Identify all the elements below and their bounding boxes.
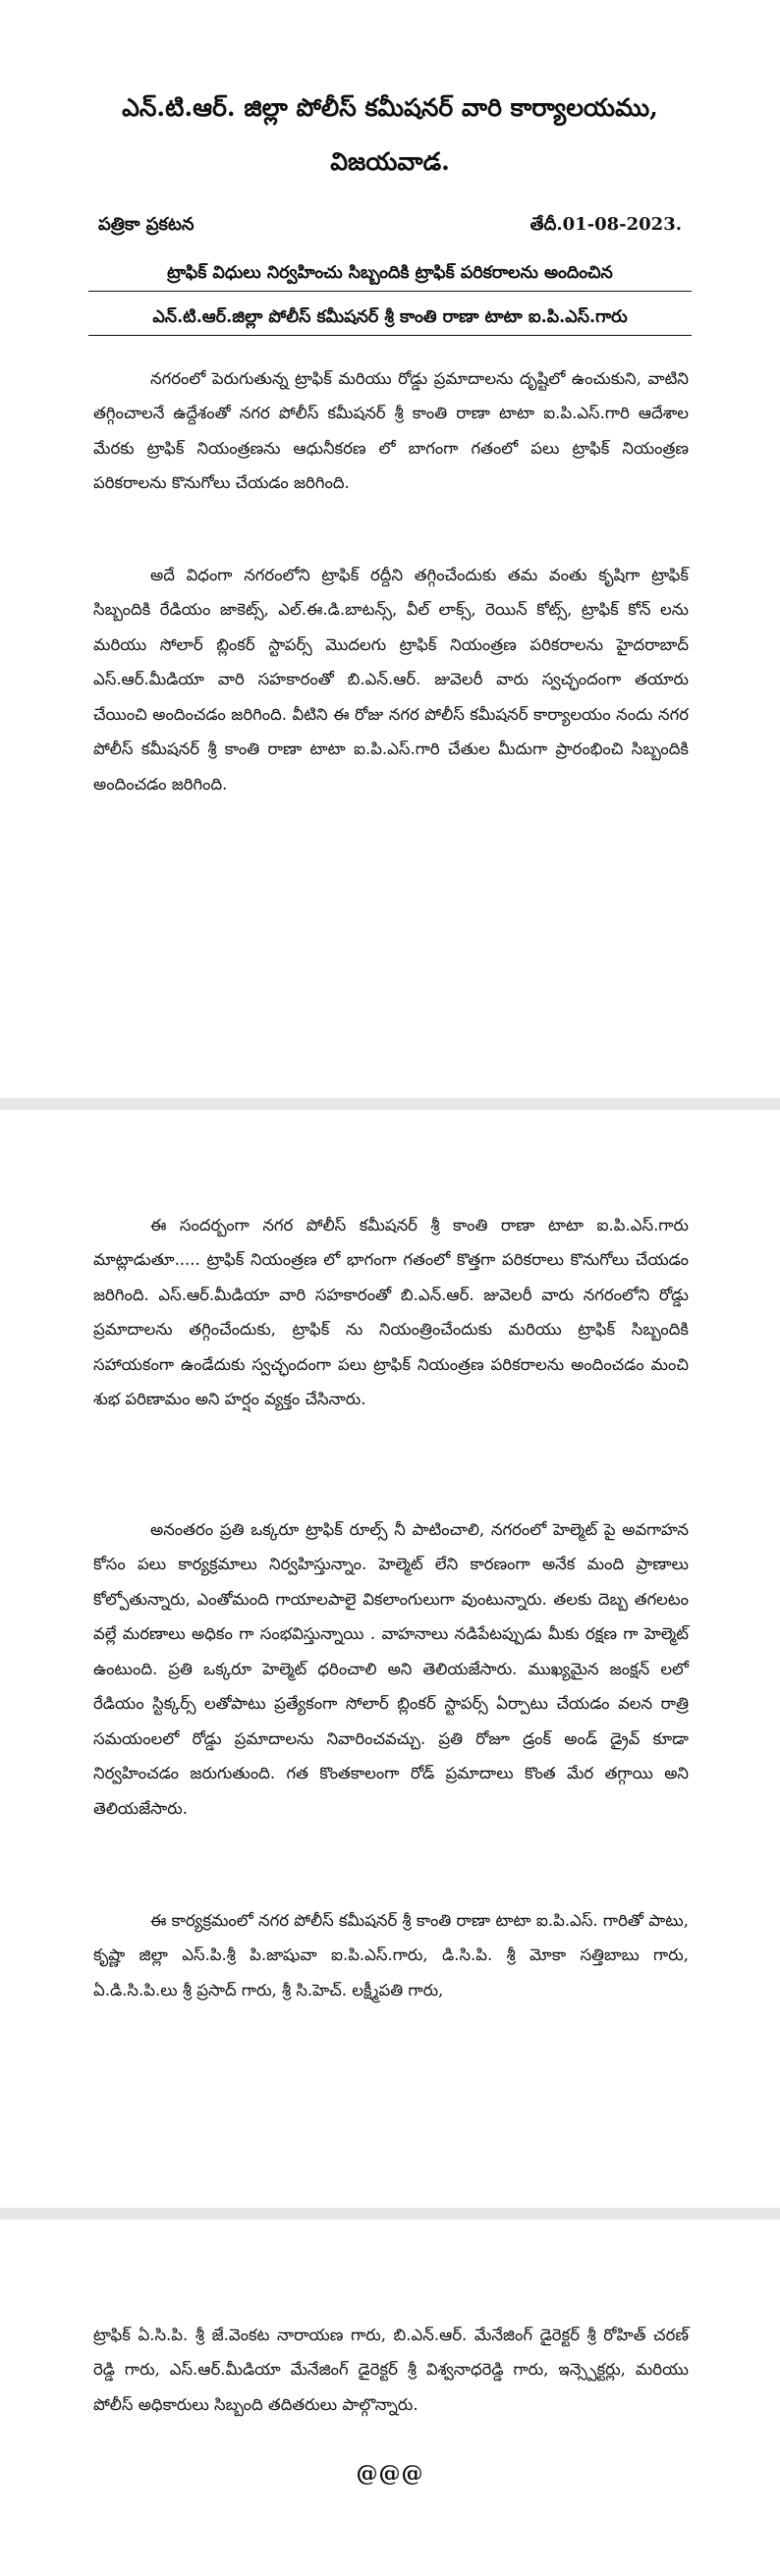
office-title-line2: విజయవాడ. [330, 147, 450, 176]
end-mark: @@@ [356, 2461, 424, 2487]
body-paragraph-1: నగరంలో పెరుగుతున్న ట్రాఫిక్ మరియు రోడ్డు ప్రమాదాలను దృష్టిలో ఉంచుకుని, వాటిని తగ్గించాలనే ఉద్దేశంతో నగర పోలీస్ కమీషనర్ శ్రీ కాంతి రాణా టాటా ఐ.పి.ఎస్.గారి ఆదేశాల మేరకు ట్రాఫిక్ నియంత్రణను ఆధునీకరణ లో బాగంగా గతంలో పలు ట్రాఫిక్ నియంత్రణ పరికరాలను కొనుగోలు చేయడం జరిగింది. [93, 369, 689, 493]
press-release-label: పత్రికా ప్రకటన [98, 214, 195, 235]
body-paragraph-6: ట్రాఫిక్ ఏ.సి.పి. శ్రీ జే.వెంకట నారాయణ గారు, బి.ఎన్.ఆర్. మేనేజింగ్ డైరెక్టర్ శ్రీ రోహిత్ చరణ్ రెడ్డి గారు, ఎస్.ఆర్.మీడియా మేనేజింగ్ డైరెక్టర్ శ్రీ విశ్వనాధరెడ్డి గారు, ఇన్స్పెక్టర్లు, మరియు పోలీస్ అధికారులు సిబ్బంది తదితరులు పాల్గొన్నారు. [93, 2326, 689, 2414]
document-page-3 [0, 2220, 780, 2576]
subject-line1: ట్రాఫిక్ విధులు నిర్వహించు సిబ్బందికి ట్రాఫిక్ పరికరాలను అందించిన [88, 263, 692, 292]
body-paragraph-3: ఈ సందర్బంగా నగర పోలీస్ కమీషనర్ శ్రీ కాంతి రాణా టాటా ఐ.పి.ఎస్.గారు మాట్లాడుతూ..... ట్రాఫిక్ నియంత్రణ లో భాగంగా గతంలో కొత్తగా పరికరాలు కొనుగోలు చేయడం జరిగింది. ఎస్.ఆర్.మీడియా వారి సహకారంతో బి.ఎన్.ఆర్. జువెలరీ వారు నగరంలోని రోడ్డు ప్రమాదాలను తగ్గించేందుకు, ట్రాఫిక్ ను నియంత్రించేందుకు మరియు ట్రాఫిక్ సిబ్బందికి సహాయకంగా ఉండేదుకు స్వచ్ఛందంగా పలు ట్రాఫిక్ నియంత్రణ పరికరాలను అందించడం మంచి శుభ పరిణామం అని హర్షం వ్యక్తం చేసినారు. [93, 1216, 689, 1409]
document-page-2 [0, 1110, 780, 2208]
office-title-line1: ఎన్.టి.ఆర్. జిల్లా పోలీస్ కమీషనర్ వారి కార్యాలయము, [122, 93, 658, 122]
subject-line2: ఎన్.టి.ఆర్.జిల్లా పోలీస్ కమీషనర్ శ్రీ కాంతి రాణా టాటా ఐ.పి.ఎస్.గారు [88, 307, 692, 336]
body-paragraph-2: అదే విధంగా నగరంలోని ట్రాఫిక్ రద్దీని తగ్గించేందుకు తమ వంతు కృషిగా ట్రాఫిక్ సిబ్బందికి రేడియం జాకెట్స్, ఎల్.ఈ.డి.బాటన్స్, వీల్ లాక్స్, రెయిన్ కోట్స్, ట్రాఫిక్ కోన్ లను మరియు సోలార్ బ్లింకర్ స్టాపర్స్ మొదలగు ట్రాఫిక్ నియంత్రణ పరికరాలను హైదరాబాద్ ఎస్.ఆర్.మీడియా వారి సహకారంతో బి.ఎన్.ఆర్. జువెలరీ వారు స్వచ్ఛందంగా తయారు చేయించి అందించడం జరిగింది. వీటిని ఈ రోజు నగర పోలీస్ కమీషనర్ కార్యాలయం నందు నగర పోలీస్ కమీషనర్ శ్రీ కాంతి రాణా టాటా ఐ.పి.ఎస్.గారి చేతుల మీదుగా ప్రారంభించి సిబ్బందికి అందించడం జరిగింది. [93, 566, 689, 794]
release-date: తేదీ.01-08-2023. [529, 214, 682, 235]
body-paragraph-5: ఈ కార్యక్రమంలో నగర పోలీస్ కమీషనర్ శ్రీ కాంతి రాణా టాటా ఐ.పి.ఎస్. గారితో పాటు, కృష్ణా జిల్లా ఎస్.పి.శ్రీ పి.జాషువా ఐ.పి.ఎస్.గారు, డి.సి.పి. శ్రీ మోకా సత్తిబాబు గారు, ఏ.డి.సి.పి.లు శ్రీ ప్రసాద్ గారు, శ్రీ సి.హెచ్. లక్ష్మీపతి గారు, [93, 1911, 689, 2000]
document-page-1 [0, 0, 780, 1098]
body-paragraph-4: అనంతరం ప్రతి ఒక్కరూ ట్రాఫిక్ రూల్స్ నీ పాటించాలి, నగరంలో హెల్మెట్ పై అవగాహన కోసం పలు కార్యక్రమాలు నిర్వహిస్తున్నాం. హెల్మెట్ లేని కారణంగా అనేక మంది ప్రాణాలు కోల్పోతున్నారు, ఎంతోమంది గాయాలపాలై వికలాంగులుగా వుంటున్నారు. తలకు దెబ్బ తగలటం వల్లే మరణాలు అధికం గా సంభవిస్తున్నాయి . వాహనాలు నడిపేటప్పుడు మీకు రక్షణ గా హెల్మెట్ ఉంటుంది. ప్రతి ఒక్కరూ హెల్మెట్ ధరించాలి అని తెలియజేసారు. ముఖ్యమైన జంక్షన్ లలో రేడియం స్టిక్కర్స్ లతోపాటు ప్రత్యేకంగా సోలార్ బ్లింకర్ స్టాపర్స్ ఏర్పాటు చేయడం వలన రాత్రి సమయంలలో రోడ్డు ప్రమాదాలను నివారించవచ్చు. ప్రతి రోజూ డ్రంక్ అండ్ డ్రైవ్ కూడా నిర్వహించడం జరుగుతుంది. గత కొంతకాలంగా రోడ్ ప్రమాదాలు కొంత మేర తగ్గాయి అని తెలియజేసారు. [93, 1520, 689, 1818]
